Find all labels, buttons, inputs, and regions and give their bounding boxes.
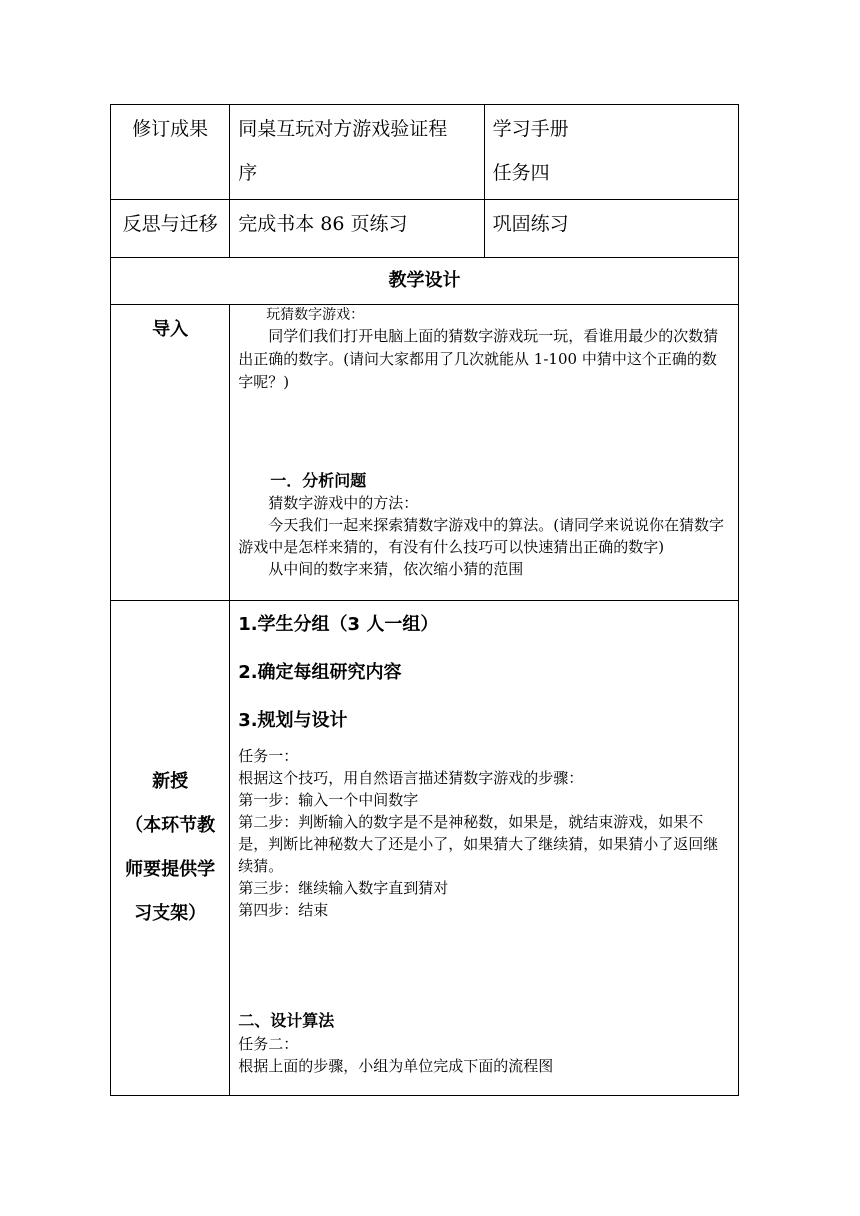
table-row — [111, 601, 739, 1096]
step3: 第三步：继续输入数字直到猜对 — [238, 879, 449, 897]
lesson-plan-table — [110, 104, 739, 1096]
task1-title: 任务一： — [238, 747, 299, 765]
new-lesson-item3: 3.规划与设计 — [238, 710, 348, 731]
new-lesson-item1: 1.学生分组（3 人一组） — [238, 614, 439, 635]
task2-desc: 根据上面的步骤，小组为单位完成下面的流程图 — [238, 1057, 554, 1075]
design-heading: 二、设计算法 — [238, 1011, 335, 1030]
intro-method-line: 猜数字游戏中的方法： — [268, 494, 419, 512]
revision-content-cell — [230, 105, 484, 200]
intro-label: 导入 — [152, 319, 189, 340]
section-title: 教学设计 — [388, 270, 461, 291]
new-lesson-item2: 2.确定每组研究内容 — [238, 662, 402, 683]
new-lesson-label-line1: 新授 — [152, 771, 189, 792]
intro-sub-heading: 一．分析问题 — [270, 471, 367, 490]
task2-title: 任务二： — [238, 1035, 299, 1053]
revision-resource-line1: 学习手册 — [492, 118, 569, 140]
reflection-resource-cell — [484, 200, 738, 258]
revision-resource-cell — [484, 105, 738, 200]
task1-desc: 根据这个技巧，用自然语言描述猜数字游戏的步骤： — [238, 769, 584, 787]
intro-para3: 从中间的数字来猜，依次缩小猜的范围 — [268, 560, 524, 578]
revision-label: 修订成果 — [132, 118, 209, 140]
revision-content-line1: 同桌互玩对方游戏验证程 — [238, 118, 448, 140]
step1: 第一步：输入一个中间数字 — [238, 791, 419, 809]
new-lesson-label-line4: 习支架） — [134, 903, 207, 924]
table-row — [111, 258, 739, 305]
intro-para1: 同学们我们打开电脑上面的猜数字游戏玩一玩，看谁用最少的次数猜出正确的数字。(请问大家都用了几次就能从 1-100 中猜中这个正确的数字呢？) — [238, 327, 719, 391]
table-row — [111, 305, 739, 601]
intro-content-cell — [230, 305, 739, 601]
reflection-resource: 巩固练习 — [492, 213, 569, 235]
reflection-content-cell — [230, 200, 484, 258]
step4: 第四步：结束 — [238, 901, 329, 919]
new-lesson-label-line2: （本环节教 — [125, 815, 216, 836]
revision-label-cell — [111, 105, 230, 200]
revision-resource-line2: 任务四 — [492, 162, 550, 184]
reflection-label-cell — [111, 200, 230, 258]
section-title-cell — [111, 258, 739, 305]
intro-label-cell — [111, 305, 230, 601]
reflection-label: 反思与迁移 — [122, 213, 218, 235]
step2: 第二步：判断输入的数字是不是神秘数，如果是，就结束游戏，如果不是，判断比神秘数大了还是小了，如果猜大了继续猜，如果猜小了返回继续猜。 — [238, 813, 719, 875]
new-lesson-label-cell — [111, 601, 230, 1096]
table-row — [111, 200, 739, 258]
new-lesson-label-line3: 师要提供学 — [125, 859, 216, 880]
intro-line1: 玩猜数字游戏： — [266, 307, 365, 323]
reflection-content: 完成书本 86 页练习 — [238, 213, 408, 235]
revision-content-line2: 序 — [238, 162, 258, 184]
new-lesson-content-cell — [230, 601, 739, 1096]
table-row — [111, 105, 739, 200]
intro-para2: 今天我们一起来探索猜数字游戏中的算法。(请同学来说说你在猜数字游戏中是怎样来猜的，有没有什么技巧可以快速猜出正确的数字) — [238, 516, 725, 556]
